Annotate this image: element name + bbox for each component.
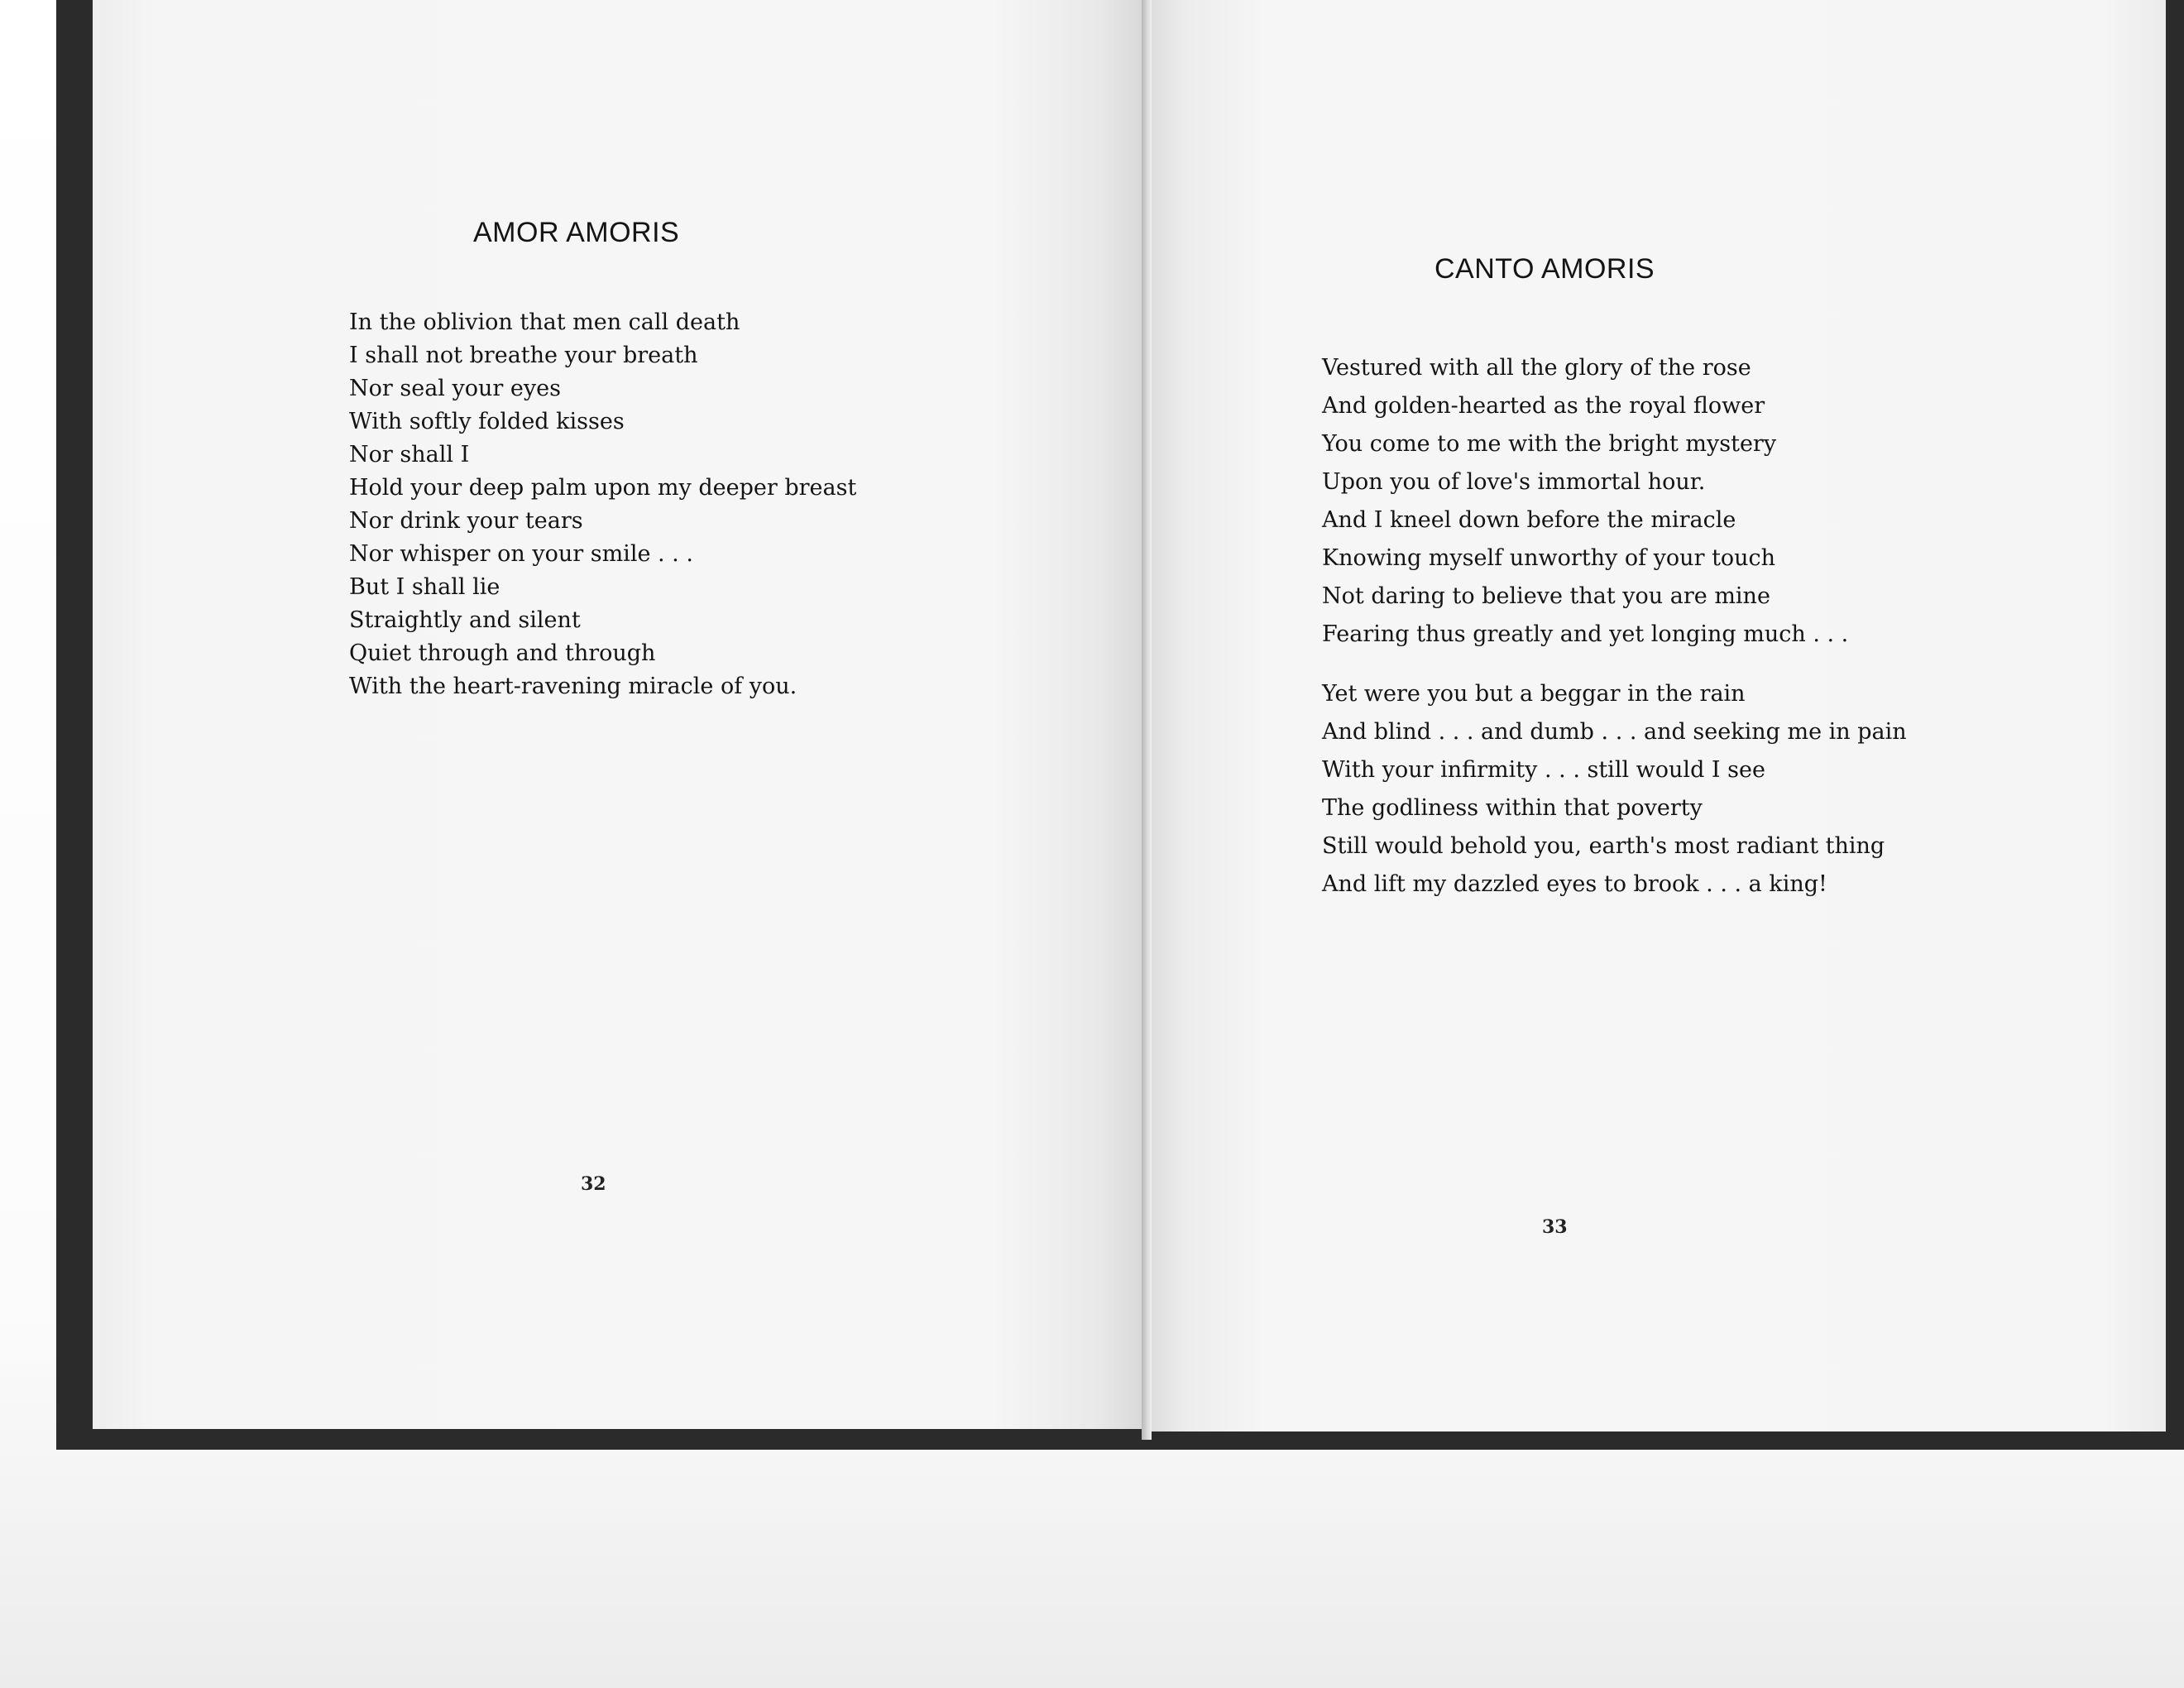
poem-line: And blind . . . and dumb . . . and seeking me in pain (1322, 719, 1907, 745)
poem-title-amor-amoris: AMOR AMORIS (473, 217, 680, 248)
poem-line: Not daring to believe that you are mine (1322, 583, 1770, 609)
poem-line: Straightly and silent (349, 607, 581, 633)
poem-line: Vestured with all the glory of the rose (1322, 355, 1751, 381)
poem-line: You come to me with the bright mystery (1322, 431, 1777, 457)
page-number: 32 (581, 1173, 606, 1195)
poem-line: Nor whisper on your smile . . . (349, 541, 693, 567)
poem-canto-amoris (1322, 349, 1907, 904)
book-gutter (1142, 0, 1152, 1440)
poem-line: And lift my dazzled eyes to brook . . . a king! (1322, 871, 1827, 897)
poem-line: Fearing thus greatly and yet longing much . . . (1322, 621, 1849, 647)
page-number: 33 (1542, 1216, 1568, 1238)
poem-line: Knowing myself unworthy of your touch (1322, 545, 1776, 571)
poem-line: Quiet through and through (349, 640, 656, 666)
left-page (93, 0, 1150, 1429)
poem-line: With softly folded kisses (349, 409, 625, 434)
poem-line: Still would behold you, earth's most radiant thing (1322, 833, 1885, 859)
poem-line: But I shall lie (349, 574, 500, 600)
poem-line: With the heart-ravening miracle of you. (349, 674, 797, 699)
poem-line: Nor seal your eyes (349, 376, 561, 401)
poem-title-canto-amoris: CANTO AMORIS (1434, 253, 1655, 285)
poem-line: And I kneel down before the miracle (1322, 507, 1736, 533)
poem-line: The godliness within that poverty (1322, 795, 1703, 821)
poem-line: In the oblivion that men call death (349, 309, 740, 335)
poem-line: Yet were you but a beggar in the rain (1322, 681, 1746, 707)
poem-line: Upon you of love's immortal hour. (1322, 469, 1706, 495)
poem-line: With your infirmity . . . still would I see (1322, 757, 1765, 783)
poem-line: Hold your deep palm upon my deeper breast (349, 475, 857, 501)
poem-line: I shall not breathe your breath (349, 343, 698, 368)
poem-line: Nor shall I (349, 442, 470, 468)
poem-line: Nor drink your tears (349, 508, 583, 534)
poem-amor-amoris (349, 306, 856, 703)
poem-line: And golden-hearted as the royal flower (1322, 393, 1765, 419)
right-page (1143, 0, 2166, 1431)
stanza-break (1322, 654, 1907, 675)
